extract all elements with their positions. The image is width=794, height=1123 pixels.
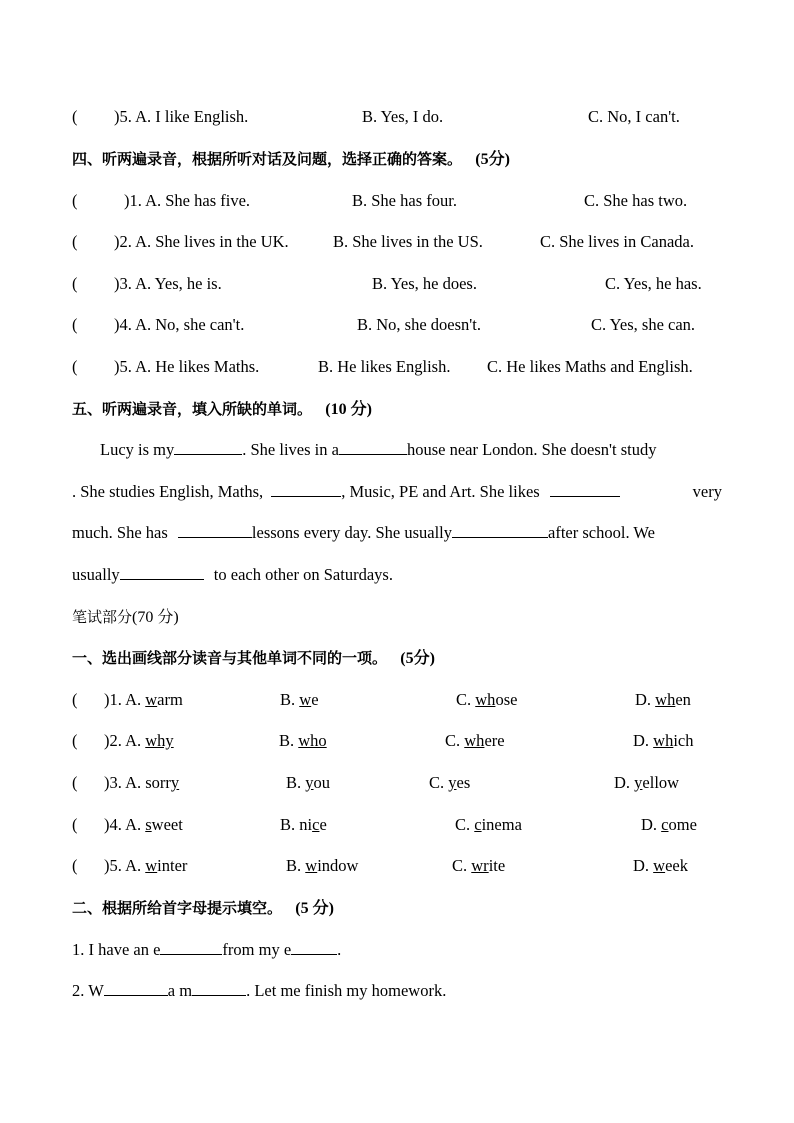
section-score: (10 分)	[325, 401, 372, 418]
passage-text: , Music, PE and Art. She likes	[341, 482, 540, 501]
passage-text: after school. We	[548, 523, 655, 542]
passage-text: very	[692, 482, 722, 501]
answer-paren[interactable]: (	[72, 690, 78, 709]
question-option-c: C. She lives in Canada.	[540, 232, 694, 251]
section-heading	[72, 147, 510, 171]
passage-line	[72, 480, 722, 504]
fill-blank[interactable]	[291, 938, 337, 955]
question-option-a: )5. A. I like English.	[114, 107, 249, 126]
question-option-c: C. No, I can't.	[588, 107, 680, 126]
fill-blank[interactable]	[271, 480, 341, 497]
question-option-c: C. She has two.	[584, 191, 688, 210]
passage-text: usually	[72, 565, 120, 584]
question-option-c: C. cinema	[455, 815, 522, 834]
passage-text: lessons every day. She usually	[251, 523, 453, 542]
fill-blank[interactable]	[120, 563, 204, 580]
passage-line	[72, 521, 722, 545]
question-option-a: )1. A. She has five.	[124, 191, 251, 210]
section-score: (5分)	[400, 650, 435, 667]
question-text: 2. W	[72, 981, 104, 1000]
question-text: a m	[167, 981, 193, 1000]
fill-blank[interactable]	[104, 979, 168, 996]
section-score: (5 分)	[295, 900, 334, 917]
passage-text: . She lives in a	[242, 440, 339, 459]
section-title: 二、根据所给首字母提示填空。	[72, 899, 283, 917]
section-title: 一、选出画线部分读音与其他单词不同的一项。	[72, 649, 388, 667]
question-text: . Let me finish my homework.	[246, 981, 447, 1000]
question-option-b: B. Yes, I do.	[362, 107, 444, 126]
question-option-c: C. write	[452, 856, 506, 875]
passage-line	[100, 438, 656, 462]
question-option-c: C. whose	[456, 690, 518, 709]
fill-blank[interactable]	[339, 438, 407, 455]
question-option-c: C. Yes, he has.	[605, 274, 702, 293]
passage-text: house near London. She doesn't study	[406, 440, 657, 459]
question-option-b: B. window	[286, 856, 359, 875]
section-heading	[72, 896, 334, 920]
answer-paren[interactable]: (	[72, 357, 78, 376]
question-option-b: B. He likes English.	[318, 357, 451, 376]
section-score: (5分)	[475, 151, 510, 168]
answer-paren[interactable]: (	[72, 856, 78, 875]
passage-line	[72, 563, 393, 587]
question-option-c: C. yes	[429, 773, 471, 792]
question-option-b: B. No, she doesn't.	[357, 315, 481, 334]
question-option-a: )2. A. She lives in the UK.	[114, 232, 289, 251]
question-option-b: B. nice	[280, 815, 327, 834]
answer-paren[interactable]: (	[72, 274, 78, 293]
question-option-d: D. come	[641, 815, 697, 834]
part-heading	[72, 605, 179, 629]
question-option-b: B. you	[286, 773, 331, 792]
question-text: 1. I have an e	[72, 940, 161, 959]
question-option-c: C. Yes, she can.	[591, 315, 696, 334]
passage-text: . She studies English, Maths,	[72, 482, 264, 501]
question-text: from my e	[222, 940, 292, 959]
fill-blank[interactable]	[192, 979, 246, 996]
question-option-a: )3. A. Yes, he is.	[114, 274, 222, 293]
answer-paren[interactable]: (	[72, 107, 78, 126]
section-heading	[72, 397, 372, 421]
answer-paren[interactable]: (	[72, 731, 78, 750]
question-option-b: B. She has four.	[352, 191, 457, 210]
question-option-a: )5. A. He likes Maths.	[114, 357, 260, 376]
passage-text: Lucy is my	[100, 440, 175, 459]
question-option-c: C. He likes Maths and English.	[487, 357, 693, 376]
answer-paren[interactable]: (	[72, 232, 78, 251]
question-option-a: )2. A. why	[104, 731, 174, 750]
fill-blank[interactable]	[550, 480, 620, 497]
question-row	[72, 979, 446, 1003]
answer-paren[interactable]: (	[72, 815, 78, 834]
fill-blank[interactable]	[178, 521, 252, 538]
question-option-d: D. yellow	[614, 773, 680, 792]
question-option-a: )4. A. sweet	[104, 815, 183, 834]
passage-text: to each other on Saturdays.	[213, 565, 393, 584]
question-option-b: B. who	[279, 731, 327, 750]
question-option-d: D. when	[635, 690, 691, 709]
answer-paren[interactable]: (	[72, 315, 78, 334]
question-option-b: B. we	[280, 690, 319, 709]
fill-blank[interactable]	[174, 438, 242, 455]
section-heading	[72, 646, 435, 670]
question-option-b: B. Yes, he does.	[372, 274, 477, 293]
question-option-a: )1. A. warm	[104, 690, 183, 709]
question-option-a: )4. A. No, she can't.	[114, 315, 245, 334]
answer-paren[interactable]: (	[72, 191, 78, 210]
section-title: 五、听两遍录音，填入所缺的单词。	[72, 400, 313, 418]
question-option-d: D. week	[633, 856, 688, 875]
part-title: 笔试部分	[72, 608, 133, 626]
section-title: 四、听两遍录音，根据所听对话及问题，选择正确的答案。	[72, 150, 463, 168]
answer-paren[interactable]: (	[72, 773, 78, 792]
question-option-a: )5. A. winter	[104, 856, 188, 875]
question-row	[72, 938, 341, 962]
question-option-d: D. which	[633, 731, 694, 750]
question-option-a: )3. A. sorry	[104, 773, 180, 792]
question-text: .	[337, 940, 342, 959]
question-option-b: B. She lives in the US.	[333, 232, 483, 251]
fill-blank[interactable]	[160, 938, 222, 955]
passage-text: much. She has	[72, 523, 168, 542]
question-option-c: C. where	[445, 731, 505, 750]
part-score: (70 分)	[132, 609, 179, 626]
fill-blank[interactable]	[452, 521, 548, 538]
